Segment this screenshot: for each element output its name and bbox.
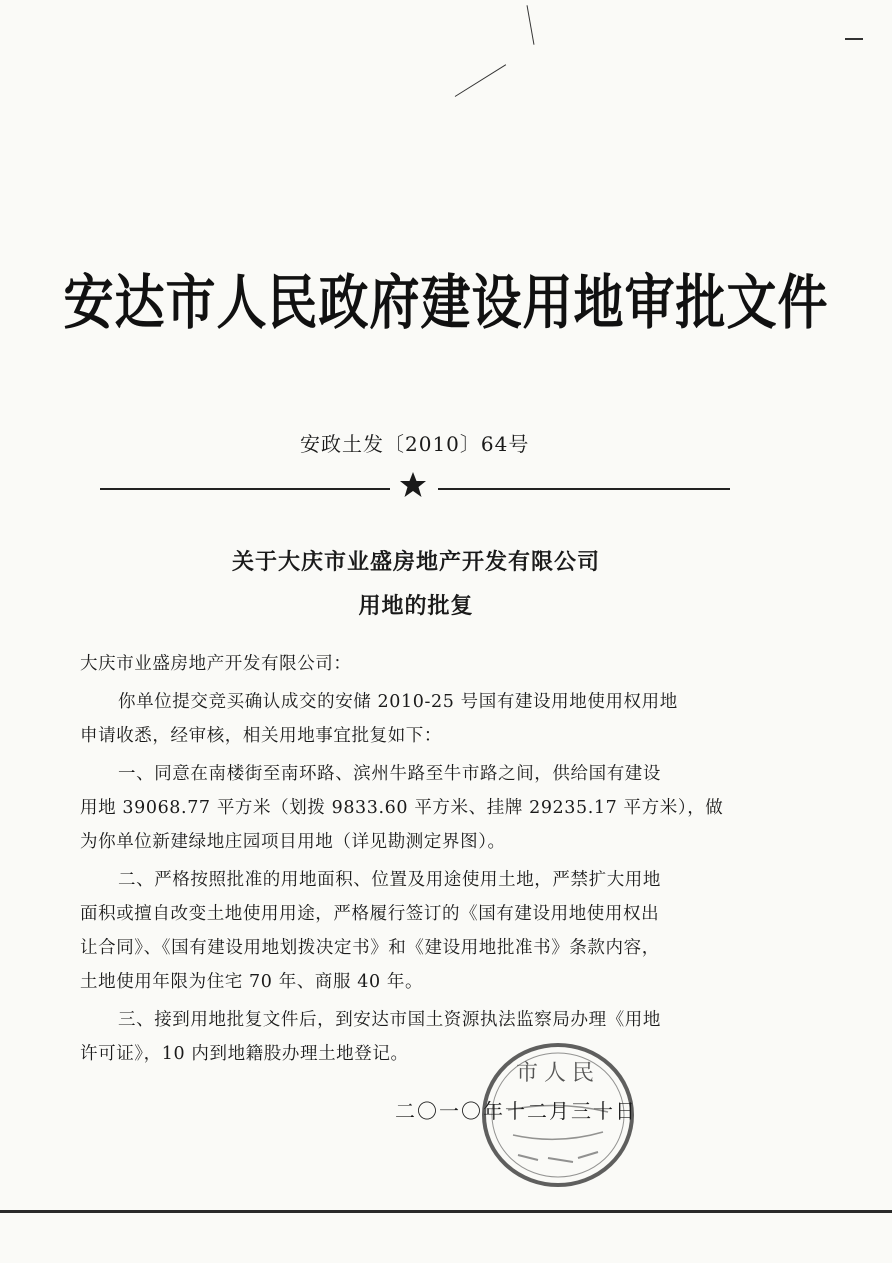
- scan-mark: [527, 5, 535, 45]
- body-line: 让合同》、《国有建设用地划拨决定书》和《建设用地批准书》条款内容，: [80, 938, 660, 958]
- document-header: 安达市人民政府建设用地审批文件: [63, 267, 829, 337]
- document-title-line2: 用地的批复: [358, 593, 474, 619]
- body-line: 二、严格按照批准的用地面积、位置及用途使用土地，严禁扩大用地: [118, 870, 661, 890]
- body-line: 一、同意在南楼街至南环路、滨州牛路至牛市路之间，供给国有建设: [118, 764, 661, 784]
- scan-mark: [845, 38, 863, 40]
- bottom-rule: [0, 1210, 892, 1213]
- body-line: 你单位提交竞买确认成交的安储 2010-25 号国有建设用地使用权用地: [118, 692, 678, 712]
- addressee: 大庆市业盛房地产开发有限公司：: [80, 654, 352, 674]
- body-line: 三、接到用地批复文件后，到安达市国土资源执法监察局办理《用地: [118, 1010, 661, 1030]
- svg-text:市人民: 市人民: [515, 1061, 601, 1086]
- header-divider-right: [438, 488, 730, 490]
- document-title-line1: 关于大庆市业盛房地产开发有限公司: [231, 549, 600, 575]
- star-icon: [398, 470, 428, 500]
- header-divider-left: [100, 488, 390, 490]
- body-line: 申请收悉，经审核，相关用地事宜批复如下：: [80, 726, 442, 746]
- body-line: 许可证》，10 内到地籍股办理土地登记。: [80, 1044, 409, 1064]
- scan-mark: [455, 64, 506, 97]
- body-line: 土地使用年限为住宅 70 年、商服 40 年。: [80, 972, 424, 992]
- body-line: 用地 39068.77 平方米（划拨 9833.60 平方米、挂牌 29235.17 平方米），做: [80, 798, 724, 818]
- document-number: 安政土发〔2010〕64号: [300, 432, 530, 456]
- document-date: 二〇一〇年十二月三十日: [395, 1099, 637, 1123]
- body-line: 面积或擅自改变土地使用用途，严格履行签订的《国有建设用地使用权出: [80, 904, 660, 924]
- body-line: 为你单位新建绿地庄园项目用地（详见勘测定界图）。: [80, 832, 506, 852]
